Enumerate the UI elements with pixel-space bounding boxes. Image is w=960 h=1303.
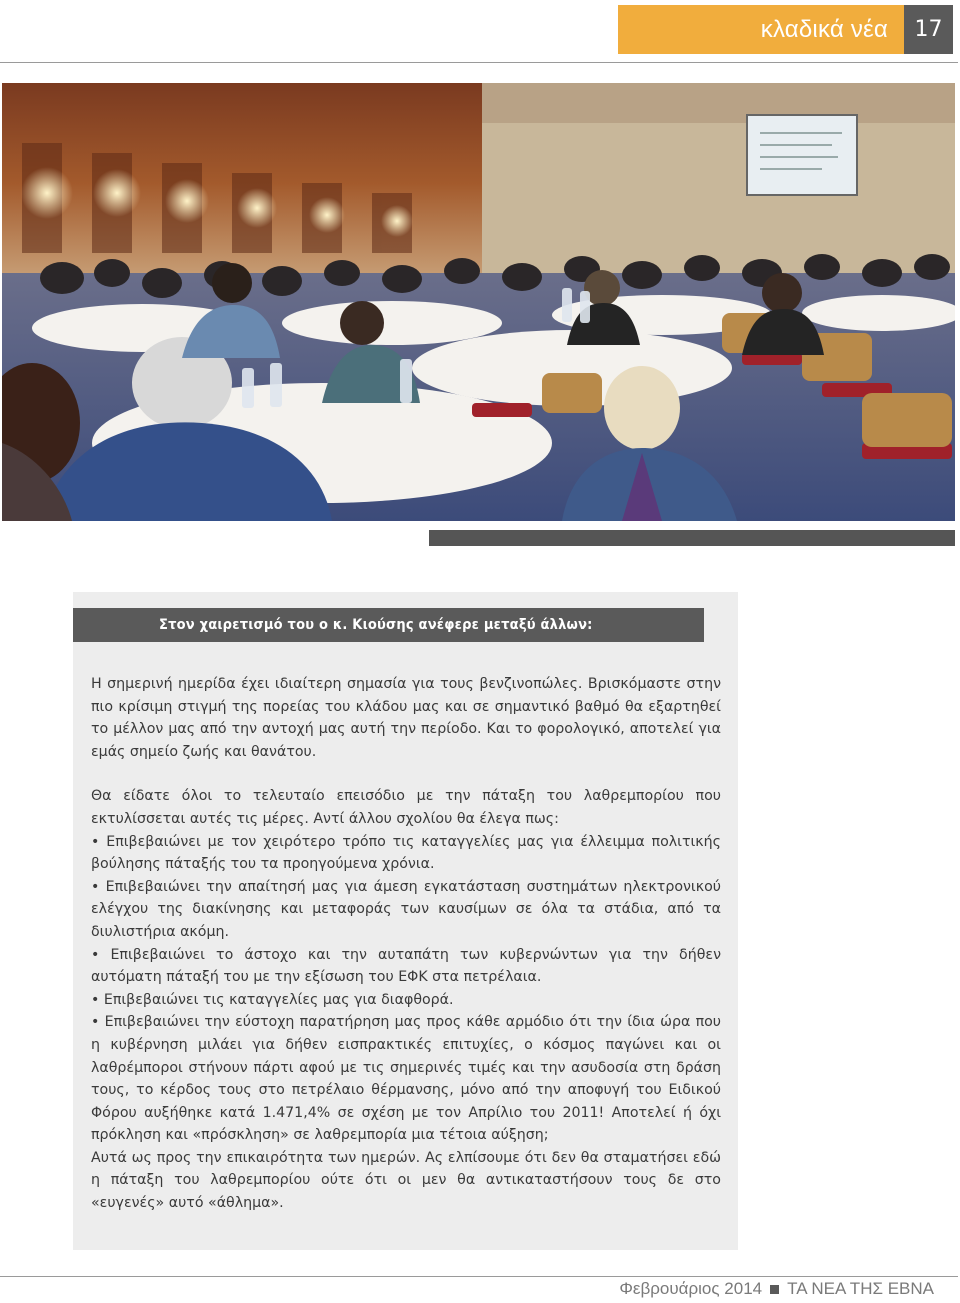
photo-caption-bar [429,530,955,546]
footer [619,1279,934,1299]
article-paragraph-1: Η σημερινή ημερίδα έχει ιδιαίτερη σημασία για τους βενζινοπώλες. Βρισκόμαστε στην πιο κρίσιμη στιγμή της πορείας του κλάδου μας και σε σημαντικό βαθμό θα εξαρτηθεί το μέλλον μας από την αντοχή μας αυτή την περίοδο. Και το φορολογικό, αποτελεί για εμάς σημείο ζωής και θανάτου. [91,676,721,760]
article-heading-bar [73,608,704,642]
article-bullet-5: • Επιβεβαιώνει την εύστοχη παρατήρηση μας προς κάθε αρμόδιο ότι την ίδια ώρα που η κυβέρνηση μιλάει για δήθεν εισπρακτικές επιτυχίες, ο κόσμος παγώνει και οι λαθρέμποροι στήνουν πάρτι αφού με τις σημερινές τιμές και την ασυδοσία στη δράση τους, το κέρδος τους στο πετρέλαιο θέρμανσης, μόνο από την αποφυγή του Ειδικού Φόρου αυξήθηκε κατά 1.471,4% σε σχέση με τον Απρίλιο του 2011! Αποτελεί ή όχι πρόκληση και «πρόσκληση» σε λαθρεμπορία μια τέτοια αύξηση; [91,1014,721,1144]
section-title-box [618,5,904,54]
page-number-box [904,5,953,54]
article-bullet-3: • Επιβεβαιώνει το άστοχο και την αυταπάτη των κυβερνώντων για την δήθεν αυτόματη πάταξή του με την εξίσωση του ΕΦΚ στα πετρέλαια. [91,946,721,986]
article-heading: Στον χαιρετισμό του ο κ. Κιούσης ανέφερε μεταξύ άλλων: [159,617,593,633]
article-closing-paragraph: Αυτά ως προς την επικαιρότητα των ημερών. Ας ελπίσουμε ότι δεν θα σταματήσει εδώ η πάταξη του λαθρεμπορίου ούτε ότι οι μεν θα αντικαταστήσουν τους δε στο «ευγενές» αυτό «άθλημα». [91,1149,721,1212]
article-body [91,673,721,1215]
article-paragraph-2: Θα είδατε όλοι το τελευταίο επεισόδιο με την πάταξη του λαθρεμπορίου που εκτυλίσσεται αυτές τις μέρες. Αντί άλλου σχολίου θα έλεγα πως: [91,788,721,827]
footer-square-icon [770,1285,779,1294]
photo-illustration [2,83,955,521]
header-divider [0,62,958,63]
article-bullet-2: • Επιβεβαιώνει την απαίτησή μας για άμεση εγκατάσταση συστημάτων ηλεκτρονικού ελέγχου της διακίνησης και μεταφοράς των καυσίμων σε όλα τα στάδια, από τα διυλιστήρια ακόμη. [91,878,721,940]
page-number: 17 [914,17,943,42]
section-title: κλαδικά νέα [760,15,888,43]
conference-room-photo [2,83,955,521]
article-bullet-4: • Επιβεβαιώνει τις καταγγελίες μας για διαφθορά. [91,991,454,1008]
footer-divider [0,1276,958,1277]
footer-date: Φεβρουάριος 2014 [619,1279,763,1298]
article-bullet-1: • Επιβεβαιώνει με τον χειρότερο τρόπο τις καταγγελίες μας για έλλειμμα πολιτικής βούλησης πάταξής του τα προηγούμενα χρόνια. [91,833,721,873]
footer-publication: ΤΑ ΝΕΑ ΤΗΣ ΕΒΝΑ [787,1279,934,1298]
